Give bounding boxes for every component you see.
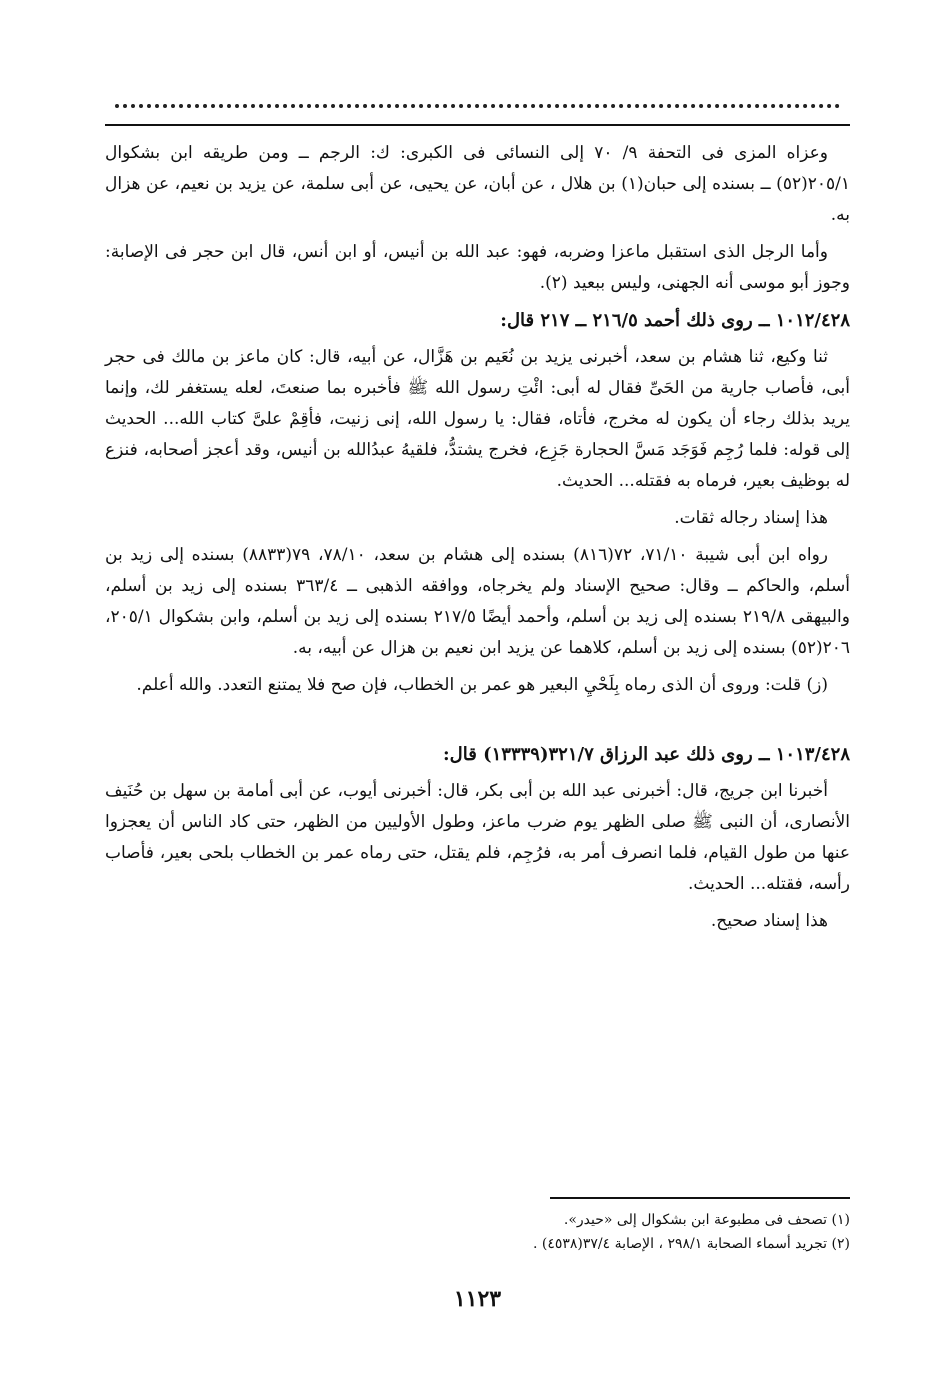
isnad-grading-1013: هذا إسناد صحيح. <box>710 911 828 931</box>
footnote-rule <box>550 1197 850 1199</box>
hadith-heading-1012: ١٠١٢/٤٢٨ ــ روى ذلك أحمد ٢١٦/٥ ــ ٢١٧ قال: <box>500 310 850 331</box>
paragraph-man-who-struck: وأما الرجل الذى استقبل ماعزا وضربه، فهو: عبد الله بن أنيس، أو ابن أنس، قال ابن حجر فى الإصابة: وجوز أبو موسى أنه الجهنى، وليس ببعيد (٢). <box>105 242 850 293</box>
top-dotted-separator <box>115 90 840 108</box>
isnad-grading-1012: هذا إسناد رجاله ثقات. <box>674 508 828 528</box>
header-rule <box>105 124 850 126</box>
page-body <box>105 138 850 943</box>
footnote-2: (٢) تجريد أسماء الصحابة ٢٩٨/١ ، الإصابة ٣٧/٤(٤٥٣٨) . <box>532 1236 850 1252</box>
takhrij-1012: رواه ابن أبى شيبة ٧١/١٠، ٧٢(٨١٦) بسنده إلى هشام بن سعد، ٧٨/١٠، ٧٩(٨٨٣٣) بسنده إلى زيد بن أسلم، والحاكم ــ وقال: صحيح الإسناد ولم يخرجاه، ووافقه الذهبى ــ ٣٦٣/٤ بسنده إلى زيد بن أسلم، والبيهقى ٢١٩/٨ بسنده إلى زيد بن أسلم، وأحمد أيضًا ٢١٧/٥ بسنده إلى زيد بن أسلم، وابن بشكوال ٢٠٥/١، ٢٠٦(٥٢) بسنده إلى زيد بن أسلم، كلاهما عن يزيد ابن نعيم بن هزال عن أبيه، به. <box>105 545 850 658</box>
paragraph-nasai-attribution: وعزاه المزى فى التحفة ٩/ ٧٠ إلى النسائى فى الكبرى: ك: الرجم ــ ومن طريقه ابن بشكوال ٢٠٥/١(٥٢) ــ بسنده إلى حبان(١) بن هلال ، عن أبان، عن يحيى، عن أبى سلمة، عن يزيد بن نعيم، عن هزال به. <box>105 143 850 225</box>
page-number: ١١٢٣ <box>453 1286 502 1312</box>
book-page <box>105 90 850 1330</box>
editor-note-z: (ز) قلت: وروى أن الذى رماه بِلَحْيِ البعير هو عمر بن الخطاب، فإن صح فلا يمتنع التعدد. والله أعلم. <box>136 675 828 695</box>
footnote-1: (١) تصحف فى مطبوعة ابن بشكوال إلى «حيدر». <box>563 1212 850 1228</box>
footnotes <box>105 1208 850 1256</box>
hadith-heading-1013: ١٠١٣/٤٢٨ ــ روى ذلك عبد الرزاق ٣٢١/٧(١٣٣٣٩) قال: <box>443 744 850 765</box>
hadith-text-1013: أخبرنا ابن جريج، قال: أخبرنى عبد الله بن أبى بكر، قال: أخبرنى أيوب، عن أبى أمامة بن سهل بن حُنَيف الأنصارى، أن النبى ﷺ صلى الظهر يوم ضرب ماعز، وطول الأوليين من الظهر، حتى كاد الناس أن يعجزوا عنها من طول القيام، فلما انصرف أمر به، فرُجِم، فلم يقتل، حتى رماه عمر بن الخطاب بلحى بعير، فأصاب رأسه، فقتله... الحديث. <box>105 781 850 894</box>
hadith-text-1012: ثنا وكيع، ثنا هشام بن سعد، أخبرنى يزيد بن نُعَيم بن هَزَّال، عن أبيه، قال: كان ماعز بن مالك فى حجر أبى، فأصاب جارية من الحَىِّ فقال له أبى: ائْتِ رسول الله ﷺ فأخبره بما صنعتَ، لعله يستغفر لك، وإنما يريد بذلك رجاء أن يكون له مخرج، فأتاه، فقال: يا رسول الله، إنى زنيت، فأقِمْ علىَّ كتاب الله... الحديث إلى قوله: فلما رُجِم فَوَجَد مَسَّ الحجارة جَزِع، فخرج يشتدُّ، فلقيهُ عبدُالله بن أنيس، وقد أعجز أصحابه، فنزع له بوظيف بعير، فرماه به فقتله... الحديث. <box>105 347 850 491</box>
